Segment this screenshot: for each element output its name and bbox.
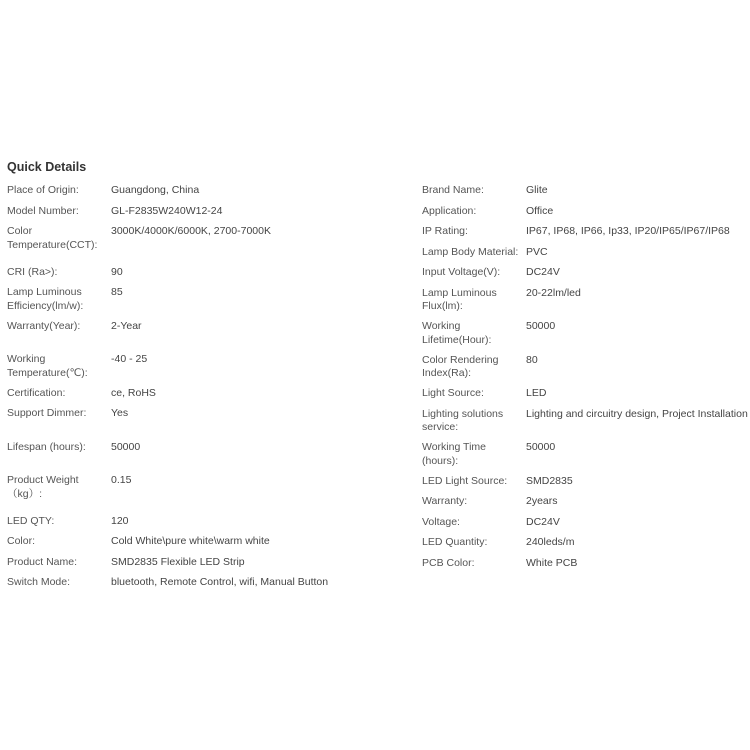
detail-value: Glite	[526, 184, 548, 196]
detail-value: 90	[111, 265, 123, 278]
detail-value: 85	[111, 286, 123, 298]
detail-label: Working Time (hours):	[422, 441, 486, 467]
detail-label: Lamp Luminous Efficiency(lm/w):	[7, 286, 84, 312]
detail-label: Support Dimmer:	[7, 407, 87, 419]
detail-value: 0.15	[111, 474, 132, 486]
section-title: Quick Details	[7, 160, 87, 174]
detail-label: Working Lifetime(Hour):	[422, 320, 492, 346]
detail-label: Light Source:	[422, 387, 484, 399]
detail-label: Product Name:	[7, 555, 78, 568]
detail-value: 80	[526, 353, 538, 366]
detail-label: Brand Name:	[422, 184, 484, 196]
detail-label: Certification:	[7, 386, 66, 399]
detail-label: Color:	[7, 535, 36, 547]
detail-value: PVC	[526, 245, 548, 258]
detail-label: Model Number:	[7, 204, 79, 217]
detail-label: Switch Mode:	[7, 576, 71, 588]
detail-value: Guangdong, China	[111, 184, 200, 196]
detail-label: PCB Color:	[422, 556, 475, 569]
detail-label: Lighting solutions service:	[422, 407, 504, 433]
detail-value: DC24V	[526, 515, 560, 528]
detail-value: DC24V	[526, 266, 560, 278]
detail-value: ce, RoHS	[111, 386, 156, 399]
detail-value: bluetooth, Remote Control, wifi, Manual Button	[111, 576, 329, 588]
detail-label: Working Temperature(℃):	[7, 353, 88, 379]
detail-label: Lamp Body Material:	[422, 245, 519, 258]
detail-value: 50000	[111, 440, 141, 453]
detail-label: Color Rendering Index(Ra):	[422, 353, 499, 379]
detail-label: Product Weight （kg）:	[7, 474, 79, 500]
detail-value: 50000	[526, 441, 556, 453]
detail-label: Input Voltage(V):	[422, 266, 501, 278]
detail-value: 2-Year	[111, 319, 142, 332]
detail-value: 240leds/m	[526, 536, 575, 548]
detail-label: CRI (Ra>):	[7, 265, 58, 278]
detail-value: GL-F2835W240W12-24	[111, 204, 223, 217]
detail-label: LED Quantity:	[422, 536, 488, 548]
detail-label: Color Temperature(CCT):	[7, 225, 98, 251]
detail-label: Warranty:	[422, 495, 468, 507]
detail-label: LED Light Source:	[422, 474, 508, 487]
detail-value: LED	[526, 387, 547, 399]
detail-value: 50000	[526, 320, 556, 332]
detail-value: Lighting and circuitry design, Project Installation	[526, 407, 748, 420]
detail-value: IP67, IP68, IP66, Ip33, IP20/IP65/IP67/IP68	[526, 225, 730, 237]
detail-value: 20-22lm/led	[526, 286, 581, 299]
detail-label: Lamp Luminous Flux(lm):	[422, 286, 497, 312]
detail-value: SMD2835	[526, 474, 573, 487]
detail-value: Cold White\pure white\warm white	[111, 535, 270, 547]
detail-value: SMD2835 Flexible LED Strip	[111, 555, 245, 568]
detail-value: -40 - 25	[111, 353, 148, 365]
detail-value: 2years	[526, 495, 558, 507]
detail-value: 120	[111, 514, 129, 527]
detail-label: IP Rating:	[422, 225, 468, 237]
detail-value: White PCB	[526, 556, 578, 569]
detail-label: Lifespan (hours):	[7, 440, 86, 453]
detail-value: 3000K/4000K/6000K, 2700-7000K	[111, 225, 271, 237]
detail-value: Office	[526, 204, 554, 217]
detail-value: Yes	[111, 407, 129, 419]
detail-label: Warranty(Year):	[7, 319, 81, 332]
detail-label: LED QTY:	[7, 514, 55, 527]
detail-label: Application:	[422, 204, 477, 217]
detail-label: Voltage:	[422, 515, 460, 528]
detail-label: Place of Origin:	[7, 184, 79, 196]
